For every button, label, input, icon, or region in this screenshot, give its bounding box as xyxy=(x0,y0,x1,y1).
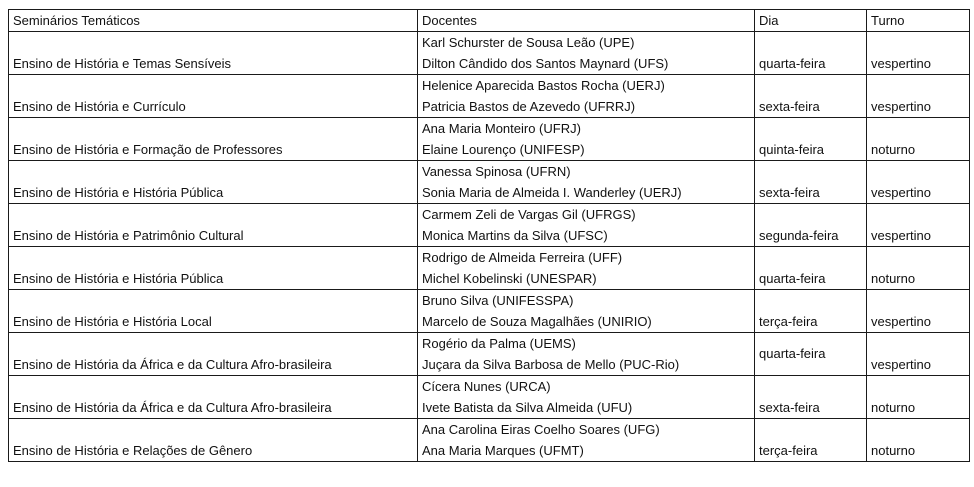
cell-seminario: Ensino de História e História Pública xyxy=(9,247,418,290)
cell-seminario: Ensino de História e História Local xyxy=(9,290,418,333)
header-dia: Dia xyxy=(755,10,867,32)
cell-seminario: Ensino de História e Formação de Professores xyxy=(9,118,418,161)
docente-name: Helenice Aparecida Bastos Rocha (UERJ) xyxy=(422,78,665,93)
cell-seminario: Ensino de História da África e da Cultura Afro-brasileira xyxy=(9,376,418,419)
cell-docentes xyxy=(418,32,755,75)
docente-name: Rogério da Palma (UEMS) xyxy=(422,336,576,351)
cell-turno: vespertino xyxy=(867,333,970,376)
docente-name: Karl Schurster de Sousa Leão (UPE) xyxy=(422,35,635,50)
cell-turno: noturno xyxy=(867,376,970,419)
header-row xyxy=(9,10,970,32)
docente-name: Ana Maria Monteiro (UFRJ) xyxy=(422,121,581,136)
table-body xyxy=(9,10,970,462)
cell-docentes xyxy=(418,376,755,419)
docente-name: Monica Martins da Silva (UFSC) xyxy=(422,228,608,243)
cell-dia: quarta-feira xyxy=(755,32,867,75)
docente-name: Cícera Nunes (URCA) xyxy=(422,379,551,394)
cell-seminario: Ensino de História e Temas Sensíveis xyxy=(9,32,418,75)
cell-dia: segunda-feira xyxy=(755,204,867,247)
docente-name: Ana Maria Marques (UFMT) xyxy=(422,443,584,458)
docente-name: Dilton Cândido dos Santos Maynard (UFS) xyxy=(422,56,669,71)
docente-name: Juçara da Silva Barbosa de Mello (PUC-Rio) xyxy=(422,357,680,372)
table-row xyxy=(9,247,970,290)
docente-name: Ivete Batista da Silva Almeida (UFU) xyxy=(422,400,633,415)
docente-name: Ana Carolina Eiras Coelho Soares (UFG) xyxy=(422,422,660,437)
docente-name: Elaine Lourenço (UNIFESP) xyxy=(422,142,585,157)
cell-dia: sexta-feira xyxy=(755,376,867,419)
table-row xyxy=(9,290,970,333)
table-row xyxy=(9,333,970,376)
cell-docentes xyxy=(418,247,755,290)
cell-turno: vespertino xyxy=(867,161,970,204)
docente-name: Michel Kobelinski (UNESPAR) xyxy=(422,271,597,286)
cell-turno: noturno xyxy=(867,118,970,161)
cell-seminario: Ensino de História e Patrimônio Cultural xyxy=(9,204,418,247)
cell-docentes xyxy=(418,75,755,118)
table-row xyxy=(9,118,970,161)
docente-name: Rodrigo de Almeida Ferreira (UFF) xyxy=(422,250,623,265)
docente-name: Sonia Maria de Almeida I. Wanderley (UERJ) xyxy=(422,185,682,200)
header-seminario: Seminários Temáticos xyxy=(9,10,418,32)
cell-seminario: Ensino de História da África e da Cultura Afro-brasileira xyxy=(9,333,418,376)
table-row xyxy=(9,161,970,204)
docente-name: Patricia Bastos de Azevedo (UFRRJ) xyxy=(422,99,636,114)
cell-dia: sexta-feira xyxy=(755,75,867,118)
header-turno: Turno xyxy=(867,10,970,32)
table-row xyxy=(9,32,970,75)
cell-turno: vespertino xyxy=(867,290,970,333)
docente-name: Vanessa Spinosa (UFRN) xyxy=(422,164,571,179)
cell-docentes xyxy=(418,419,755,462)
cell-dia: terça-feira xyxy=(755,290,867,333)
cell-turno: vespertino xyxy=(867,204,970,247)
cell-turno: vespertino xyxy=(867,75,970,118)
docente-name: Carmem Zeli de Vargas Gil (UFRGS) xyxy=(422,207,636,222)
cell-dia: sexta-feira xyxy=(755,161,867,204)
table-row xyxy=(9,75,970,118)
cell-dia: quarta-feira xyxy=(755,333,867,376)
cell-seminario: Ensino de História e Relações de Gênero xyxy=(9,419,418,462)
cell-docentes xyxy=(418,118,755,161)
cell-turno: noturno xyxy=(867,419,970,462)
cell-seminario: Ensino de História e História Pública xyxy=(9,161,418,204)
cell-docentes xyxy=(418,290,755,333)
cell-seminario: Ensino de História e Currículo xyxy=(9,75,418,118)
cell-docentes xyxy=(418,333,755,376)
cell-docentes xyxy=(418,161,755,204)
table-row xyxy=(9,376,970,419)
docente-name: Bruno Silva (UNIFESSPA) xyxy=(422,293,574,308)
seminars-table xyxy=(8,9,970,462)
cell-dia: quinta-feira xyxy=(755,118,867,161)
cell-turno: noturno xyxy=(867,247,970,290)
cell-dia: terça-feira xyxy=(755,419,867,462)
docente-name: Marcelo de Souza Magalhães (UNIRIO) xyxy=(422,314,652,329)
cell-dia: quarta-feira xyxy=(755,247,867,290)
table-row xyxy=(9,419,970,462)
cell-turno: vespertino xyxy=(867,32,970,75)
table-row xyxy=(9,204,970,247)
header-docentes: Docentes xyxy=(418,10,755,32)
cell-docentes xyxy=(418,204,755,247)
